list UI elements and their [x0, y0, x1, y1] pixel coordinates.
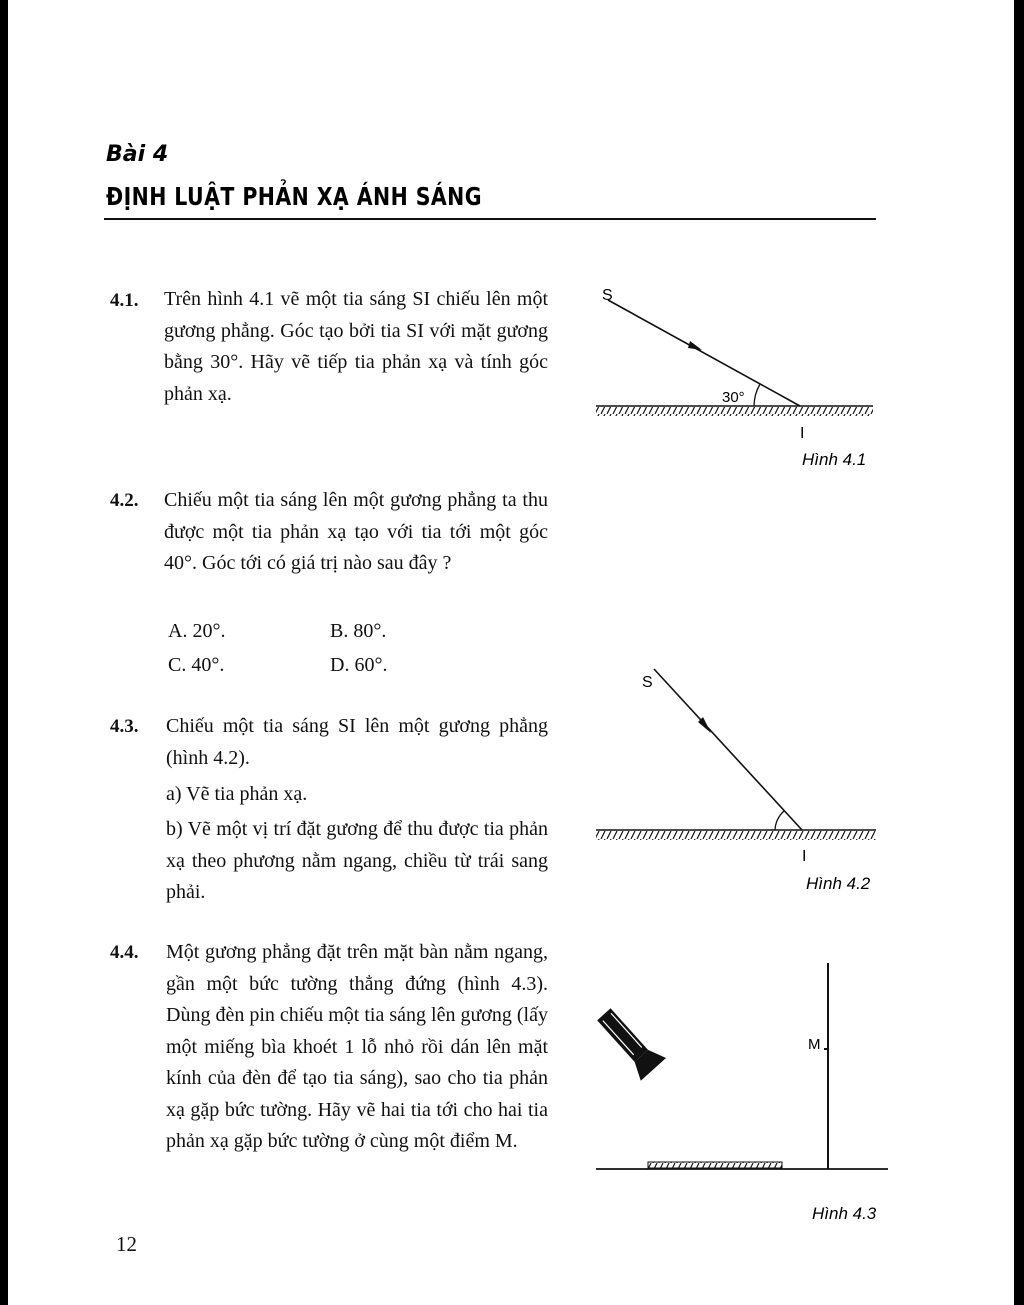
angle-label: 30° [722, 389, 745, 406]
problem-4-3-part-a: a) Vẽ tia phản xạ. [166, 783, 308, 805]
flashlight-icon [591, 1003, 666, 1081]
problem-4-1-number: 4.1. [110, 290, 139, 311]
problem-4-4-number: 4.4. [110, 942, 139, 963]
incident-ray [654, 669, 802, 830]
caption-4-2: Hình 4.2 [806, 874, 871, 893]
caption-4-3: Hình 4.3 [812, 1204, 877, 1223]
lesson-label: Bài 4 [106, 142, 169, 167]
title-rule [104, 218, 876, 220]
figure-4-1 [588, 270, 888, 470]
problem-4-4-text: Một gương phẳng đặt trên mặt bàn nằm ngang, gần một bức tường thẳng đứng (hình 4.3). Dùng đèn pin chiếu một tia sáng lên gương (lấy một miếng bìa khoét 1 lỗ nhỏ rồi dán lên mặt kính của đèn để tạo tia sáng), sao cho tia phản xạ gặp bức tường. Hãy vẽ hai tia tới cho hai tia phản xạ gặp bức tường ở cùng một điểm M. [166, 941, 548, 1152]
problem-4-3-number: 4.3. [110, 716, 139, 737]
problem-4-3-text: Chiếu một tia sáng SI lên một gương phẳng (hình 4.2). [166, 715, 548, 769]
option-c: C. 40°. [168, 654, 225, 676]
label-s: S [642, 674, 653, 691]
label-i: I [802, 848, 807, 865]
figure-4-2 [588, 655, 888, 900]
angle-arc [775, 811, 784, 830]
angle-arc [754, 384, 760, 406]
option-a: A. 20°. [168, 620, 226, 642]
problem-4-2-text: Chiếu một tia sáng lên một gương phẳng ta thu được một tia phản xạ tạo với tia tới một góc 40°. Góc tới có giá trị nào sau đây ? [164, 489, 548, 574]
lesson-title: ĐỊNH LUẬT PHẢN XẠ ÁNH SÁNG [106, 182, 482, 211]
problem-4-2-number: 4.2. [110, 490, 139, 511]
figure-4-3 [586, 955, 896, 1225]
textbook-page [8, 0, 1014, 1305]
label-s: S [602, 287, 613, 304]
problem-4-1-text: Trên hình 4.1 vẽ một tia sáng SI chiếu lên một gương phẳng. Góc tạo bởi tia SI với mặt gương bằng 30°. Hãy vẽ tiếp tia phản xạ và tính góc phản xạ. [164, 288, 548, 405]
label-m: M [808, 1036, 821, 1053]
incident-ray [608, 300, 800, 406]
page-number: 12 [116, 1232, 137, 1256]
option-d: D. 60°. [330, 654, 388, 676]
mirror-hatch [596, 407, 873, 416]
option-b: B. 80°. [330, 620, 387, 642]
label-i: I [800, 425, 805, 442]
problem-4-3-part-b: b) Vẽ một vị trí đặt gương để thu được tia phản xạ theo phương nằm ngang, chiều từ trái sang phải. [166, 818, 548, 903]
mirror [648, 1162, 782, 1168]
ray-arrow [688, 341, 702, 350]
mirror-hatch [596, 831, 876, 840]
caption-4-1: Hình 4.1 [802, 450, 867, 469]
